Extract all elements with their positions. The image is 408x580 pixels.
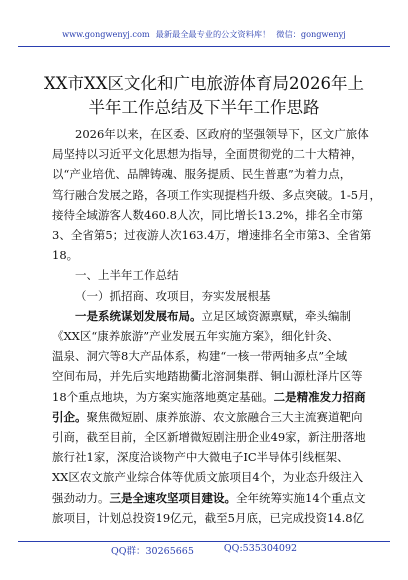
subsection-heading: （一）抓招商、攻项目，夯实发展根基 bbox=[75, 288, 271, 303]
site-slogan: 最新最全最专业的公文资料库！ bbox=[155, 28, 271, 39]
para2-line bbox=[52, 407, 364, 427]
site-url[interactable]: www.gongwenyj.com bbox=[62, 29, 150, 39]
para1-lead: 一是系统谋划发展布局。 bbox=[75, 308, 202, 323]
para1-line bbox=[52, 387, 364, 407]
para3-first: 全年统筹实施14个重点文 bbox=[236, 490, 366, 505]
para2-lead: 二是精准发力招商 bbox=[273, 389, 366, 404]
para2-line bbox=[52, 488, 364, 508]
para1-last: 18个重点地块，为方案实施落地奠定基础。 bbox=[52, 389, 274, 404]
intro-line: 2026年以来，在区委、区政府的坚强领导下，区文广旅体 bbox=[75, 127, 369, 141]
para2-line: 旅行社1家，深度洽谈物产中大微电子IC半导体引线框架、 bbox=[52, 450, 349, 465]
site-header bbox=[0, 26, 408, 42]
title-line-1: XX市XX区文化和广电旅游体育局2026年上 bbox=[44, 74, 364, 93]
intro-line: 18。 bbox=[52, 248, 79, 263]
para1-line: 温泉、洞穴等8大产品体系，构建“一核一带两轴多点”全域 bbox=[52, 349, 348, 364]
para1-first: 立足区域资源禀赋，牵头编制 bbox=[201, 308, 351, 323]
intro-line: 3、全省第5；过夜游人次163.4万，增速排名全市第3、全省第 bbox=[52, 228, 372, 243]
intro-line: 接待全域游客人数460.8人次，同比增长13.2%，排名全市第 bbox=[52, 207, 363, 222]
site-footer bbox=[0, 543, 408, 559]
section-heading: 一、上半年工作总结 bbox=[75, 268, 179, 283]
footer-divider bbox=[18, 541, 390, 542]
para1-line: 空间布局，并先后实地踏勘衢北溶洞集群、铜山源杜泽片区等 bbox=[52, 369, 363, 384]
para2-lead-2: 引企。 bbox=[52, 409, 87, 424]
para2-last: 强劲动力。 bbox=[52, 490, 110, 505]
para2-line: XX区农文旅产业综合体等优质文旅项目4个，为业态升级注入 bbox=[52, 470, 364, 485]
wechat-id: 微信：gongwenyj bbox=[276, 28, 346, 39]
para2-first: 聚焦微短剧、康养旅游、农文旅融合三大主流赛道靶向 bbox=[86, 409, 363, 424]
document-title bbox=[0, 72, 408, 120]
para3-lead: 三是全速攻坚项目建设。 bbox=[109, 490, 236, 505]
intro-line: 局坚持以习近平文化思想为指导，全面贯彻党的二十大精神， bbox=[52, 147, 363, 162]
para3-line: 旅项目，计划总投资19亿元，截至5月底，已完成投资14.8亿 bbox=[52, 510, 365, 525]
header-divider bbox=[18, 46, 390, 47]
para1-line: 《XX区“康养旅游”产业发展五年实施方案》，细化针灸、 bbox=[52, 329, 339, 344]
intro-line: 笃行融合发展之路，各项工作实现提档升级、多点突破。1-5月， bbox=[52, 187, 382, 202]
document-body bbox=[52, 124, 382, 528]
para1-line bbox=[52, 306, 364, 326]
qq-group: QQ群：30265665 bbox=[110, 546, 194, 557]
intro-line: 以“产业培优、品牌铸魂、服务提质、民生普惠”为着力点， bbox=[52, 167, 352, 182]
para2-line: 引商，截至目前，全区新增微短剧注册企业49家，新注册落地 bbox=[52, 430, 366, 445]
title-line-2: 半年工作总结及下半年工作思路 bbox=[88, 98, 320, 117]
qq-contact: QQ:535304092 bbox=[223, 543, 298, 554]
